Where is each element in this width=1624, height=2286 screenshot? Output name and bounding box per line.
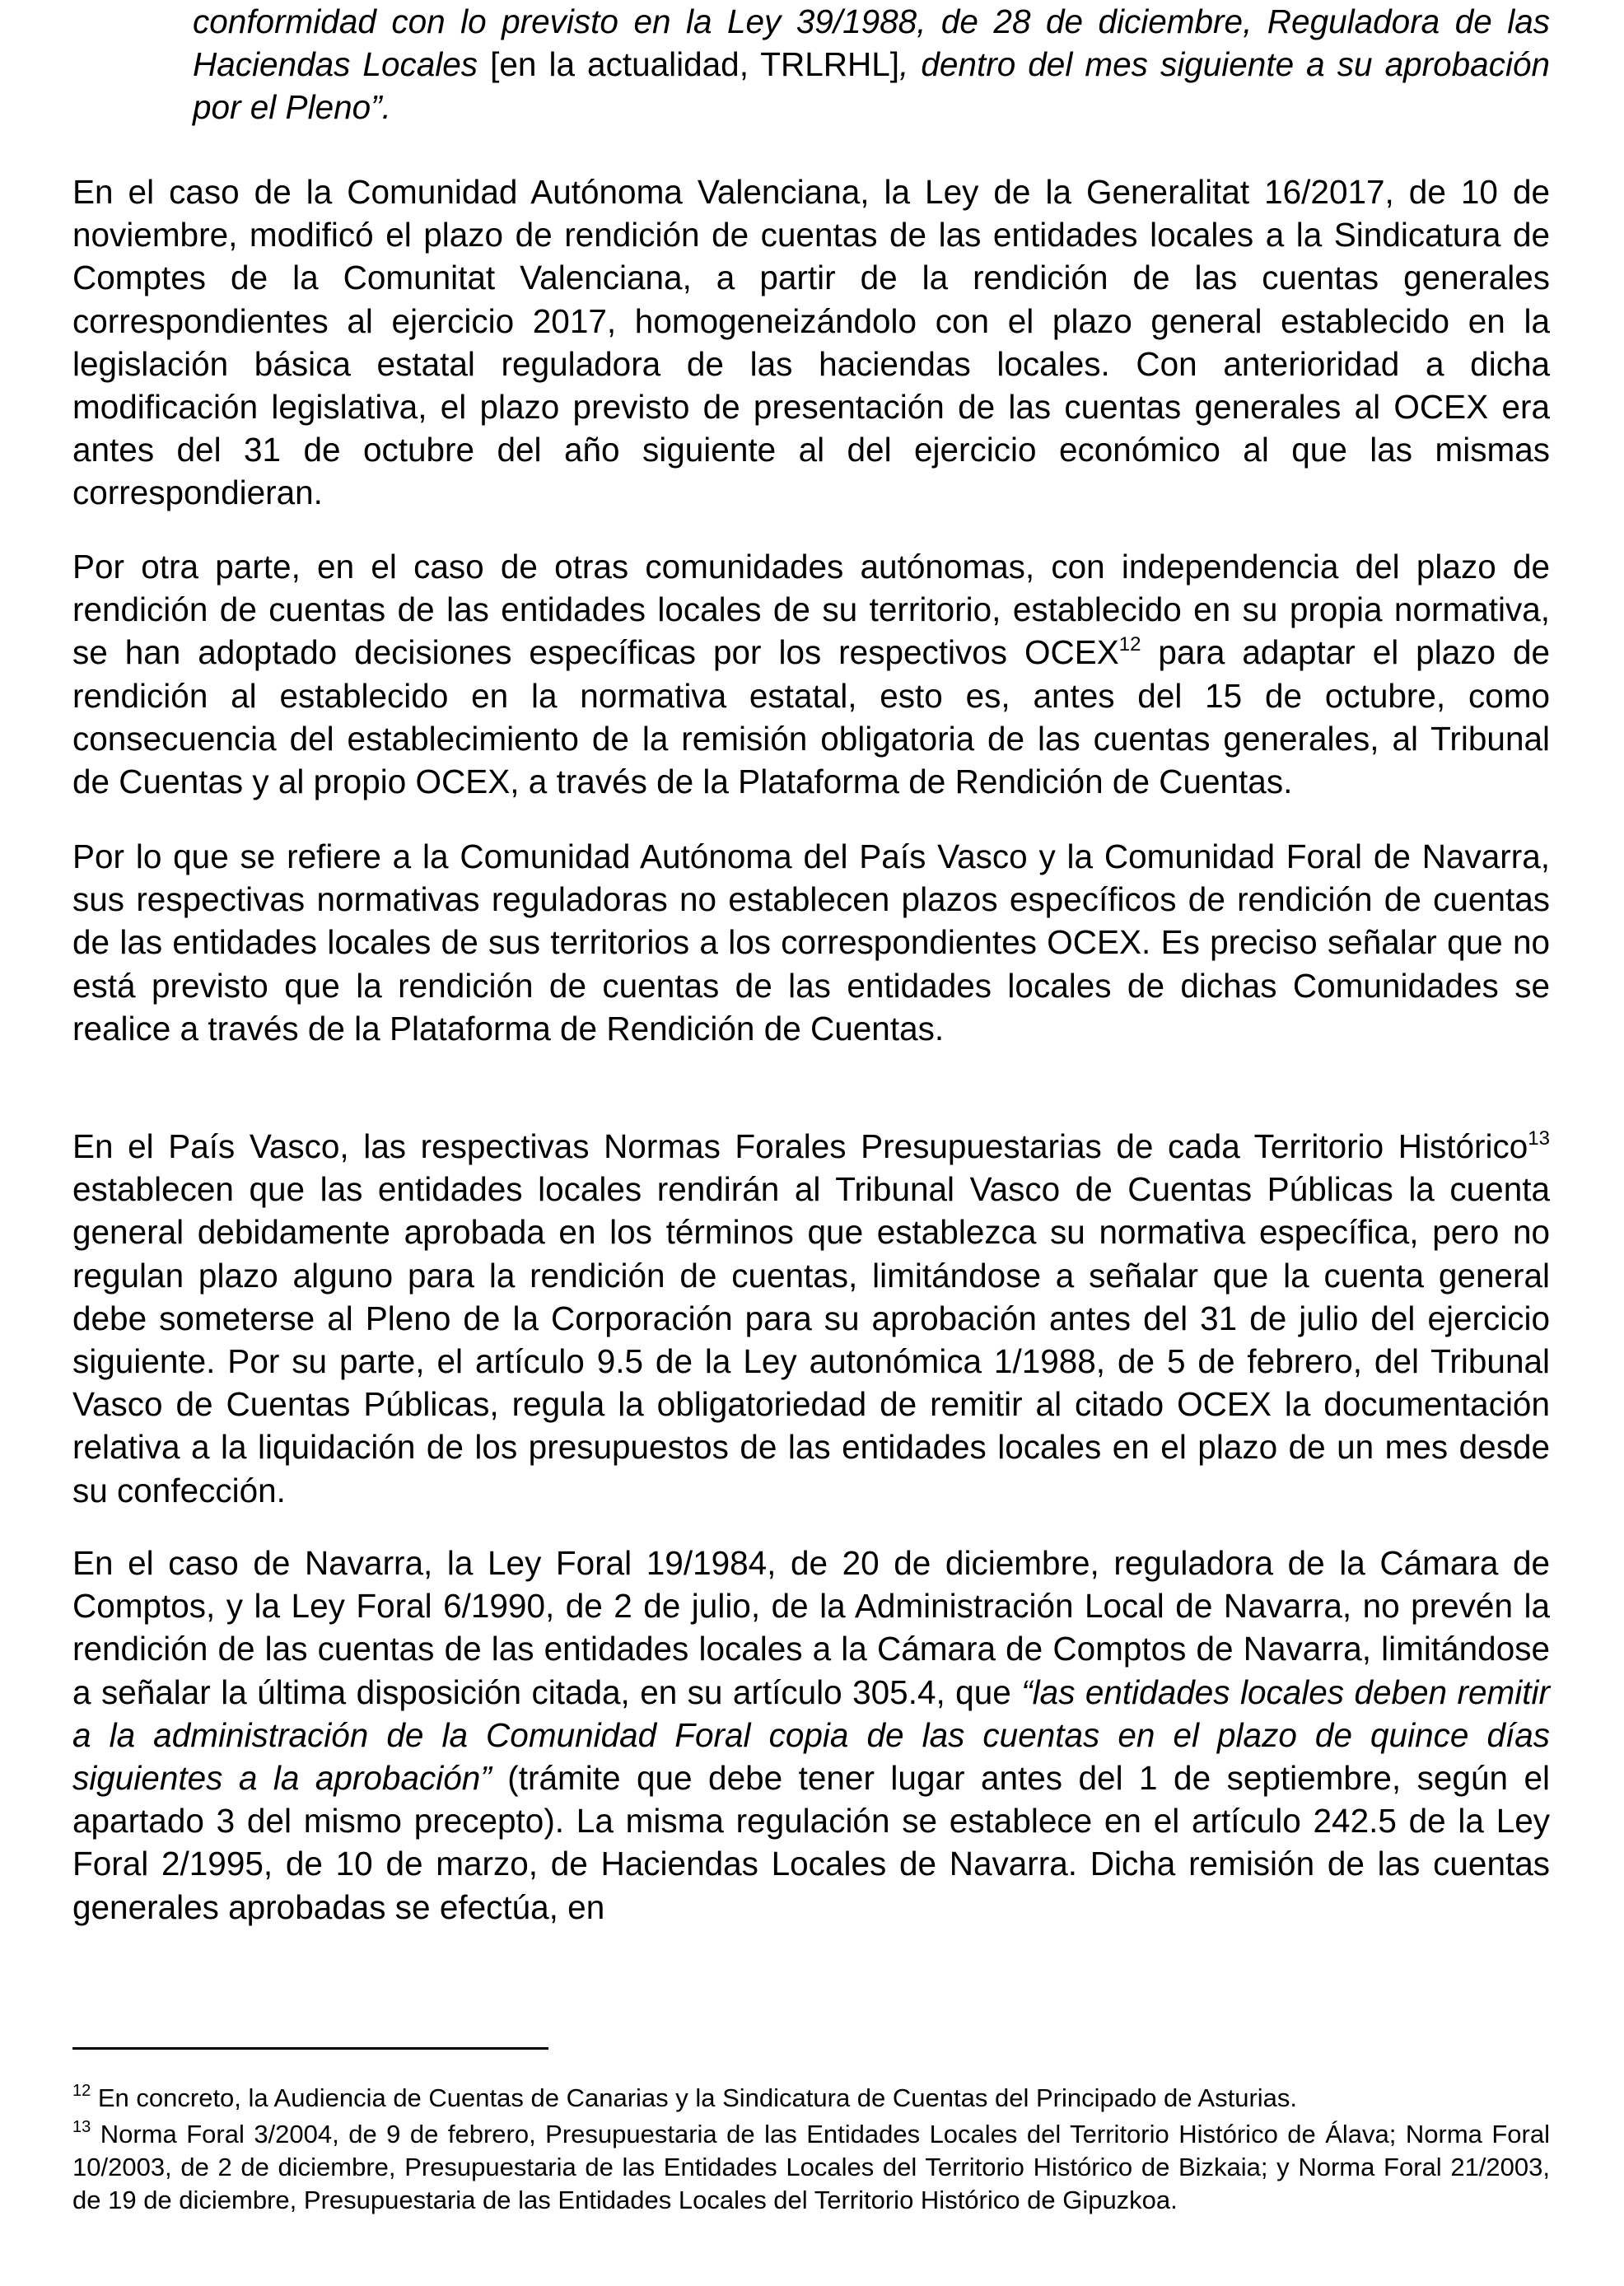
paragraph-navarra <box>72 1542 1550 1929</box>
footnote-number: 13 <box>72 2118 91 2136</box>
paragraph-pais-vasco-navarra: Por lo que se refiere a la Comunidad Autónoma del País Vasco y la Comunidad Foral de Navarra, sus respectivas normativas reguladoras no establecen plazos específicos de rendición de cuentas de las entidades locales de sus territorios a los correspondientes OCEX. Es preciso señalar que no está previsto que la rendición de cuentas de las entidades locales de dichas Comunidades se realice a través de la Plataforma de Rendición de Cuentas. <box>72 837 1550 1047</box>
paragraph-otras-comunidades <box>72 545 1550 803</box>
italic-quote: “las entidades locales deben remitir a la administración de la Comunidad Foral copia de las cuentas en el plazo de quince días siguientes a la aprobación” <box>72 1673 1550 1798</box>
footnote-13 <box>72 2118 1550 2217</box>
footnote-12 <box>72 2082 1550 2115</box>
bracket-note: [en la actualidad, TRLRHL] <box>490 45 900 84</box>
paragraph-pais-vasco <box>72 1125 1550 1512</box>
footnote-number: 12 <box>72 2082 91 2100</box>
italic-quote-part: , dentro del mes siguiente a su aprobación por el Pleno”. <box>193 45 1550 127</box>
paragraph-text: En el caso de Navarra, la Ley Foral 19/1984, de 20 de diciembre, reguladora de la Cámara de Comptos, y la Ley Foral 6/1990, de 2 de julio, de la Administración Local de Navarra, no prevén la rendición de las cuentas de las entidades locales a la Cámara de Comptos de Navarra, limitándose a señalar la última disposición citada, en su artículo 305.4, que <box>72 1544 1550 1711</box>
footnote-text: Norma Foral 3/2004, de 9 de febrero, Presupuestaria de las Entidades Locales del Territorio Histórico de Álava; Norma Foral 10/2003, de 2 de diciembre, Presupuestaria de las Entidades Locales del Territorio Histórico de Bizkaia; y Norma Foral 21/2003, de 19 de diciembre, Presupuestaria de las Entidades Locales del Territorio Histórico de Gipuzkoa. <box>72 2120 1550 2214</box>
footnotes <box>72 2082 1550 2217</box>
paragraph-text: En el País Vasco, las respectivas Normas Forales Presupuestarias de cada Territorio Histórico <box>72 1127 1528 1165</box>
paragraph-text: para adaptar el plazo de rendición al establecido en la normativa estatal, esto es, antes del 15 de octubre, como consecuencia del establecimiento de la remisión obligatoria de las cuentas generales, al Tribunal de Cuentas y al propio OCEX, a través de la Plataforma de Rendición de Cuentas. <box>72 633 1551 801</box>
footnote-text: En concreto, la Audiencia de Cuentas de Canarias y la Sindicatura de Cuentas del Principado de Asturias. <box>91 2083 1298 2112</box>
paragraph-text: (trámite que debe tener lugar antes del 1 de septiembre, según el apartado 3 del mismo precepto). La misma regulación se establece en el artículo 242.5 de la Ley Foral 2/1995, de 10 de marzo, de Haciendas Locales de Navarra. Dicha remisión de las cuentas generales aprobadas se efectúa, en <box>72 1759 1551 1926</box>
paragraph-valenciana: En el caso de la Comunidad Autónoma Valenciana, la Ley de la Generalitat 16/2017, de 10 de noviembre, modificó el plazo de rendición de cuentas de las entidades locales a la Sindicatura de Comptes de la Comunitat Valenciana, a partir de la rendición de las cuentas generales correspondientes al ejercicio 2017, homogeneizándolo con el plazo general establecido en la legislación básica estatal reguladora de las haciendas locales. Con anterioridad a dicha modificación legislativa, el plazo previsto de presentación de las cuentas generales al OCEX era antes del 31 de octubre del año siguiente al del ejercicio económico al que las mismas correspondieran. <box>72 173 1550 512</box>
italic-quote-part: conformidad con lo previsto en la Ley 39/1988, de 28 de diciembre, Reguladora de las Haciendas Locales <box>193 2 1550 84</box>
footnote-ref-12[interactable]: 12 <box>1118 633 1141 656</box>
paragraph-continuation <box>72 0 1550 129</box>
footnote-ref-13[interactable]: 13 <box>1528 1127 1550 1150</box>
footnote-separator <box>72 2047 548 2050</box>
paragraph-text: establecen que las entidades locales rendirán al Tribunal Vasco de Cuentas Públicas la cuenta general debidamente aprobada en los términos que establezca su normativa específica, pero no regulan plazo alguno para la rendición de cuentas, limitándose a señalar que la cuenta general debe someterse al Pleno de la Corporación para su aprobación antes del 31 de julio del ejercicio siguiente. Por su parte, el artículo 9.5 de la Ley autonómica 1/1988, de 5 de febrero, del Tribunal Vasco de Cuentas Públicas, regula la obligatoriedad de remitir al citado OCEX la documentación relativa a la liquidación de los presupuestos de las entidades locales en el plazo de un mes desde su confección. <box>72 1170 1550 1509</box>
paragraph-text: Por otra parte, en el caso de otras comunidades autónomas, con independencia del plazo de rendición de cuentas de las entidades locales de su territorio, establecido en su propia normativa, se han adoptado decisiones específicas por los respectivos OCEX <box>72 548 1550 672</box>
